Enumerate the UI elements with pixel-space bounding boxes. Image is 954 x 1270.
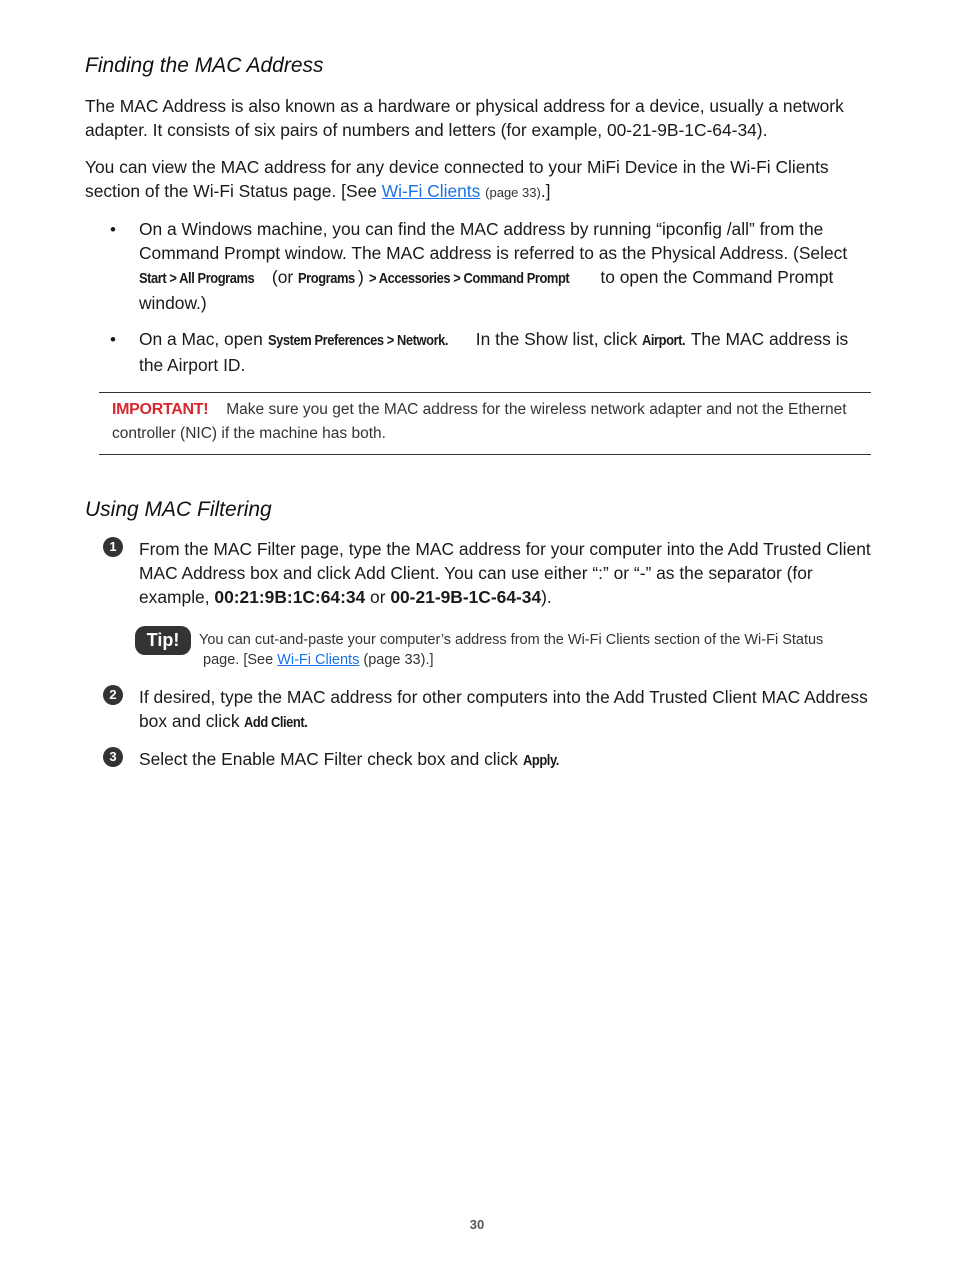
tip-line-1: You can cut-and-paste your computer’s address from the Wi-Fi Clients section of the Wi-Fi Status — [199, 632, 824, 648]
menu-path-command-prompt: > Accessories > Command Prompt — [368, 270, 569, 287]
paragraph-mac-definition: The MAC Address is also known as a hardware or physical address for a device, usually a network adapter. It consists of six pairs of numbers and letters (for example, 00-21-9B-1C-64-34). — [85, 96, 844, 140]
add-client-label: Add Client. — [244, 714, 308, 731]
bullet-text: (or — [267, 267, 298, 287]
paragraph-view-mac — [85, 155, 875, 205]
mac-example-colon: 00:21:9B:1C:64:34 — [214, 587, 366, 607]
step-text: Select the Enable MAC Filter check box and click — [139, 749, 523, 769]
bullet-text: In the Show list, click — [470, 329, 643, 349]
step-text: From the MAC Filter page, type the MAC address for your computer into the Add Trusted Client MAC Address box and click Add Client. You can use either “:” or “-” as the separator (for example, — [139, 539, 871, 607]
step-3-text — [139, 747, 874, 773]
wifi-clients-link[interactable]: Wi-Fi Clients — [381, 181, 481, 201]
bullet-text: The MAC address is the Airport ID. — [139, 329, 849, 375]
apply-label: Apply. — [522, 752, 559, 769]
tip-badge-icon: Tip! — [135, 626, 191, 655]
step-2-number-icon: 2 — [103, 685, 123, 705]
bullet-text: On a Windows machine, you can find the MAC address by running “ipconfig /all” from the Command Prompt window. The MAC address is referred to as the Physical Address. (Select — [139, 219, 848, 263]
important-bottom-divider — [99, 454, 871, 455]
tip-text-part: page. [See — [203, 652, 278, 668]
tip-text — [199, 630, 839, 670]
tip-text-part: (page 33).] — [359, 652, 434, 668]
important-text: Make sure you get the MAC address for the wireless network adapter and not the Ethernet controller (NIC) if the machine has both. — [112, 401, 847, 442]
step-1-text — [139, 537, 874, 609]
bullet-text: to open the Command Prompt window.) — [139, 267, 834, 313]
menu-path-network: System Preferences > Network. — [267, 332, 448, 349]
page-reference: (page 33) — [485, 185, 541, 200]
mac-example-dash: 00-21-9B-1C-64-34 — [390, 587, 542, 607]
bullet-windows — [139, 217, 874, 315]
paragraph-text-end: .] — [540, 181, 551, 201]
paragraph-text: You can view the MAC address for any device connected to your MiFi Device in the Wi-Fi Clients section of the Wi-Fi Status page. [See — [85, 157, 829, 201]
menu-item-airport: Airport. — [642, 332, 686, 349]
bullet-text: On a Mac, open — [139, 329, 268, 349]
tip-wifi-clients-link[interactable]: Wi-Fi Clients — [277, 652, 360, 668]
tip-line-2 — [199, 650, 839, 670]
step-text: or — [365, 587, 391, 607]
menu-path-programs: Programs — [298, 270, 355, 287]
section-title-mac-filtering: Using MAC Filtering — [85, 498, 272, 521]
page-number: 30 — [469, 1217, 485, 1232]
step-1-number-icon: 1 — [103, 537, 123, 557]
step-text: ). — [541, 587, 552, 607]
bullet-icon: • — [110, 220, 116, 239]
menu-path-start: Start > All Programs — [139, 270, 255, 287]
important-note — [112, 398, 852, 446]
bullet-text: ) — [358, 267, 369, 287]
important-top-divider — [99, 392, 871, 393]
step-text: If desired, type the MAC address for other computers into the Add Trusted Client MAC Address box and click — [139, 687, 868, 731]
section-title-finding-mac: Finding the MAC Address — [85, 54, 324, 77]
step-3-number-icon: 3 — [103, 747, 123, 767]
important-label: IMPORTANT! — [112, 401, 209, 418]
bullet-mac — [139, 327, 874, 377]
bullet-icon: • — [110, 330, 116, 349]
step-2-text — [139, 685, 874, 735]
